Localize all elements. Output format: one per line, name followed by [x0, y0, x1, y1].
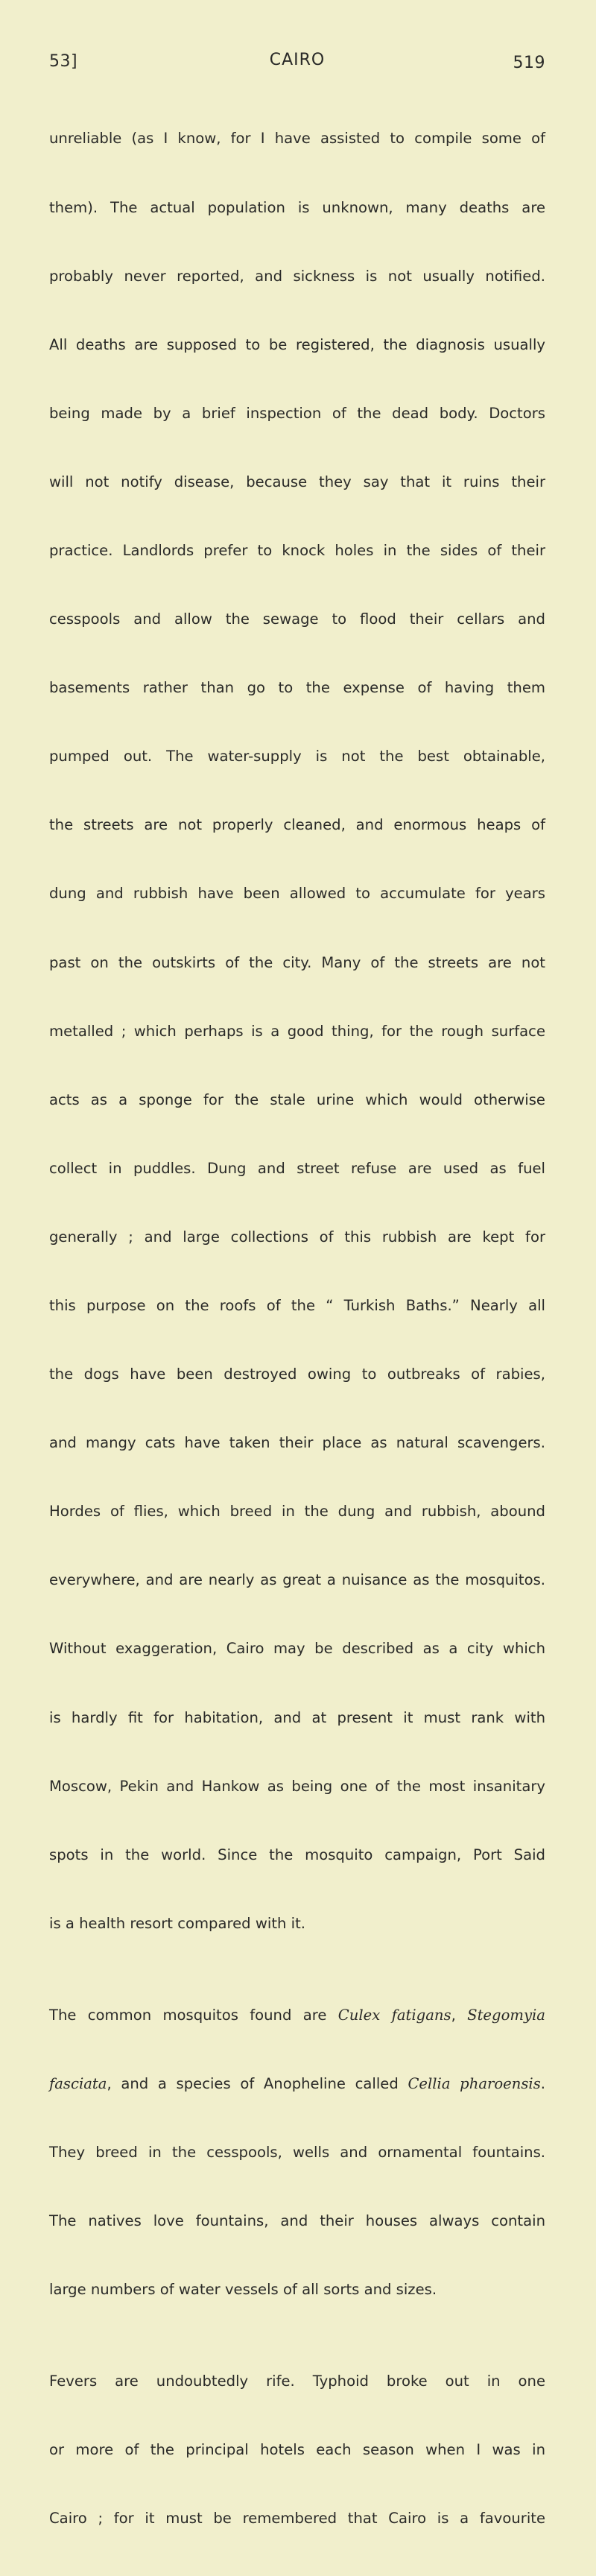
species-name: Culex fatigans: [337, 2006, 451, 2024]
text-run: .: [540, 2074, 545, 2092]
text-line: unreliable (as I know, for I have assisted to compile some of: [49, 130, 545, 148]
text-line: Moscow, Pekin and Hankow as being one of the most insanitary: [49, 1777, 545, 1795]
text-line: everywhere, and are nearly as great a nuisance as the mosquitos.: [49, 1571, 545, 1589]
species-name: Cellia pharoensis: [408, 2074, 541, 2092]
text-run: ,: [451, 2006, 468, 2024]
text-line: the streets are not properly cleaned, and enormous heaps of: [49, 816, 545, 834]
species-name: fasciata: [49, 2074, 107, 2092]
page-title: CAIRO: [269, 51, 326, 69]
text-line: and mangy cats have taken their place as natural scavengers.: [49, 1434, 545, 1452]
text-line: being made by a brief inspection of the dead body. Doctors: [49, 404, 545, 422]
text-line: metalled ; which perhaps is a good thing, for the rough surface: [49, 1022, 545, 1040]
text-line: acts as a sponge for the stale urine which would otherwise: [49, 1090, 545, 1108]
text-line: [49, 2004, 545, 2027]
running-header: [49, 43, 545, 73]
text-line: them). The actual population is unknown, many deaths are: [49, 198, 545, 216]
text-run: , and a species of Anopheline called: [107, 2074, 408, 2092]
species-name: Stegomyia: [467, 2006, 545, 2024]
text-run: The common mosquitos found are: [49, 2006, 338, 2024]
section-number: 53]: [49, 52, 78, 71]
text-line: cesspools and allow the sewage to flood their cellars and: [49, 610, 545, 628]
body-text: [49, 82, 545, 2576]
text-line: is hardly fit for habitation, and at present it must rank with: [49, 1708, 545, 1726]
page-number: 519: [513, 54, 545, 72]
text-line: or more of the principal hotels each season when I was in: [49, 2440, 545, 2458]
text-line: Fevers are undoubtedly rife. Typhoid broke out in one: [49, 2372, 545, 2390]
text-line: collect in puddles. Dung and street refuse are used as fuel: [49, 1159, 545, 1177]
text-line: large numbers of water vessels of all sorts and sizes.: [49, 2281, 437, 2299]
text-line: probably never reported, and sickness is not usually notified.: [49, 267, 545, 285]
text-line: Without exaggeration, Cairo may be described as a city which: [49, 1640, 545, 1658]
text-line: this purpose on the roofs of the “ Turkish Baths.” Nearly all: [49, 1297, 545, 1314]
text-line: basements rather than go to the expense of having them: [49, 679, 545, 697]
text-line: They breed in the cesspools, wells and ornamental fountains.: [49, 2143, 545, 2161]
text-line: will not notify disease, because they say that it ruins their: [49, 473, 545, 490]
text-line: dung and rubbish have been allowed to accumulate for years: [49, 885, 545, 903]
text-line: pumped out. The water-supply is not the best obtainable,: [49, 748, 545, 765]
text-line: [49, 2073, 545, 2096]
text-line: Cairo ; for it must be remembered that Cairo is a favourite: [49, 2510, 545, 2527]
text-line: past on the outskirts of the city. Many of the streets are not: [49, 953, 545, 971]
text-line: the dogs have been destroyed owing to outbreaks of rabies,: [49, 1366, 545, 1383]
text-line: The natives love fountains, and their houses always contain: [49, 2212, 545, 2229]
text-line: Hordes of flies, which breed in the dung and rubbish, abound: [49, 1503, 545, 1521]
text-line: generally ; and large collections of this rubbish are kept for: [49, 1228, 545, 1246]
text-line: spots in the world. Since the mosquito campaign, Port Said: [49, 1846, 545, 1863]
text-line: All deaths are supposed to be registered, the diagnosis usually: [49, 335, 545, 353]
text-line: practice. Landlords prefer to knock holes in the sides of their: [49, 541, 545, 559]
text-line: is a health resort compared with it.: [49, 1914, 306, 1932]
